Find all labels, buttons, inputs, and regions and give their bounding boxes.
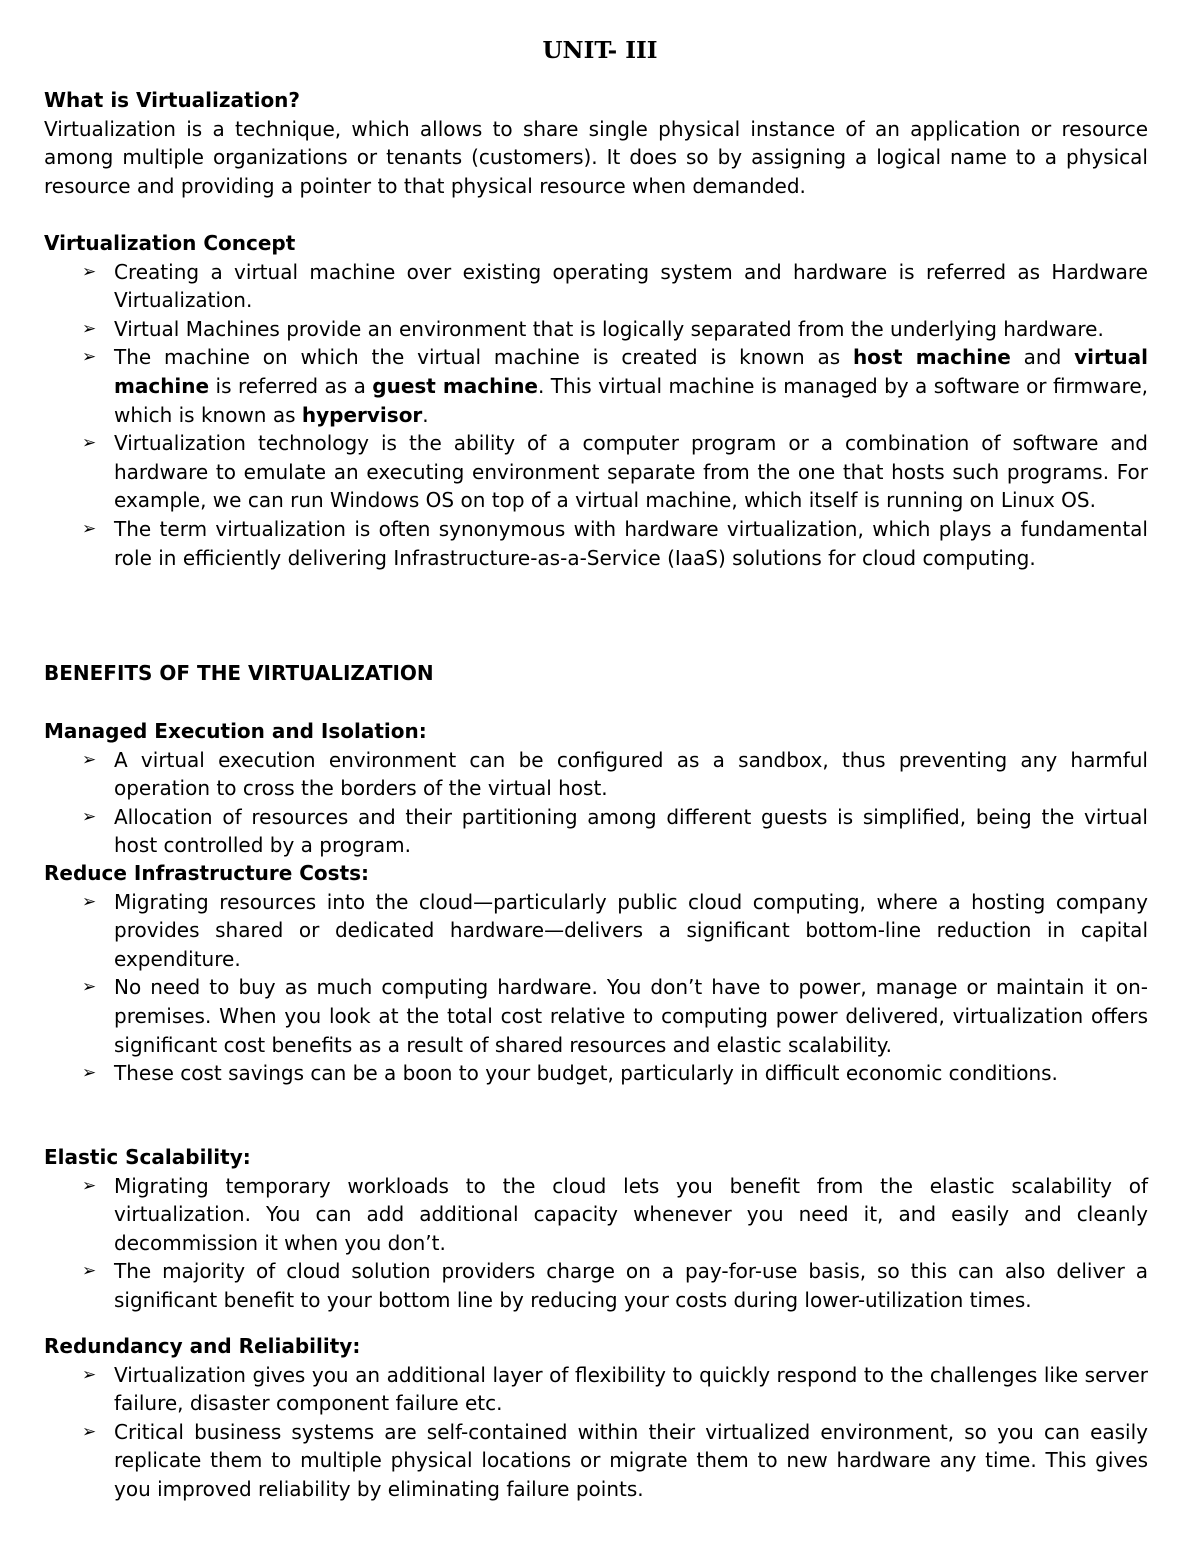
list-item: ➢ Virtualization technology is the ability of a computer program or a combination of software and hardware to emulate an executing environment separate from the one that hosts such programs. For example, we can run Windows OS on top of a virtual machine, which itself is running on Linux OS. (82, 431, 1148, 513)
list-item: ➢ Allocation of resources and their partitioning among different guests is simplified, being the virtual host controlled by a program. (82, 804, 1148, 858)
arrow-bullet-icon: ➢ (82, 749, 97, 770)
bullet-list (44, 1361, 1148, 1504)
list-item: ➢ Virtualization gives you an additional layer of flexibility to quickly respond to the challenges like server failure, disaster component failure etc. (82, 1362, 1148, 1416)
section-heading: What is Virtualization? (44, 88, 301, 112)
section-heading: BENEFITS OF THE VIRTUALIZATION (44, 661, 434, 685)
list-item: ➢ No need to buy as much computing hardware. You don’t have to power, manage or maintain it on-premises. When you look at the total cost relative to computing power delivered, virtualization offers significant cost benefits as a result of shared resources and elastic scalability. (82, 975, 1148, 1057)
arrow-bullet-icon: ➢ (82, 1364, 97, 1385)
arrow-bullet-icon: ➢ (82, 433, 97, 454)
list-item: ➢ Creating a virtual machine over existing operating system and hardware is referred as Hardware Virtualization. (82, 259, 1148, 313)
paragraph: Virtualization is a technique, which allows to share single physical instance of an application or resource among multiple organizations or tenants (customers). It does so by assigning a logical name to a physical resource and providing a pointer to that physical resource when demanded. (44, 116, 1148, 198)
section-reduce-costs (44, 859, 1148, 1088)
arrow-bullet-icon: ➢ (82, 977, 97, 998)
list-item: ➢ The term virtualization is often synonymous with hardware virtualization, which plays a fundamental role in efficiently delivering Infrastructure-as-a-Service (IaaS) solutions for cloud computing. (82, 516, 1148, 570)
arrow-bullet-icon: ➢ (82, 347, 97, 368)
list-item: ➢ These cost savings can be a boon to your budget, particularly in difficult economic conditions. (44, 1059, 1148, 1088)
list-item: ➢ Critical business systems are self-contained within their virtualized environment, so you can easily replicate them to multiple physical locations or migrate them to new hardware any time. This gives you improved reliability by eliminating failure points. (82, 1419, 1148, 1501)
section-heading: Elastic Scalability: (44, 1145, 251, 1169)
arrow-bullet-icon: ➢ (82, 318, 97, 339)
section-heading: Redundancy and Reliability: (44, 1334, 361, 1358)
arrow-bullet-icon: ➢ (82, 1175, 97, 1196)
section-heading: Managed Execution and Isolation: (44, 719, 427, 743)
section-what-is-virtualization (44, 86, 1148, 200)
list-item: ➢ Virtual Machines provide an environment that is logically separated from the underlying hardware. (44, 315, 1148, 344)
bold-term: host machine (852, 345, 1011, 370)
arrow-bullet-icon: ➢ (82, 1261, 97, 1282)
arrow-bullet-icon: ➢ (82, 1063, 97, 1084)
section-redundancy-reliability (44, 1332, 1148, 1504)
list-item: ➢ The majority of cloud solution providers charge on a pay-for-use basis, so this can also deliver a significant benefit to your bottom line by reducing your costs during lower-utilization times. (82, 1259, 1148, 1312)
section-elastic-scalability (44, 1143, 1148, 1315)
bold-term: hypervisor (301, 402, 423, 427)
bullet-list (44, 746, 1148, 860)
bullet-list (44, 258, 1148, 573)
section-managed-execution (44, 717, 1148, 860)
section-benefits (44, 659, 1148, 688)
section-heading: Virtualization Concept (44, 231, 296, 255)
bullet-list (44, 888, 1148, 1088)
arrow-bullet-icon: ➢ (82, 806, 97, 827)
arrow-bullet-icon: ➢ (82, 518, 97, 539)
section-heading: Reduce Infrastructure Costs: (44, 861, 370, 885)
arrow-bullet-icon: ➢ (82, 261, 97, 282)
list-item: ➢ A virtual execution environment can be configured as a sandbox, thus preventing any harmful operation to cross the borders of the virtual host. (82, 747, 1148, 801)
bold-term: virtual machine (114, 345, 1149, 398)
list-item: ➢ The machine on which the virtual machine is created is known as host machine and virtual machine is referred as a guest machine. This virtual machine is managed by a software or firmware, which is known as hypervisor. (82, 345, 1149, 427)
bold-term: guest machine (372, 373, 538, 398)
arrow-bullet-icon: ➢ (82, 891, 97, 912)
list-item: ➢ Migrating resources into the cloud—particularly public cloud computing, where a hosting company provides shared or dedicated hardware—delivers a significant bottom-line reduction in capital expenditure. (82, 889, 1148, 971)
arrow-bullet-icon: ➢ (82, 1421, 97, 1442)
section-virtualization-concept (44, 229, 1148, 572)
page-title: UNIT- III (542, 37, 658, 64)
bullet-list (44, 1172, 1148, 1315)
list-item: ➢ Migrating temporary workloads to the cloud lets you benefit from the elastic scalability of virtualization. You can add additional capacity whenever you need it, and easily and cleanly decommission it when you don’t. (82, 1173, 1148, 1255)
